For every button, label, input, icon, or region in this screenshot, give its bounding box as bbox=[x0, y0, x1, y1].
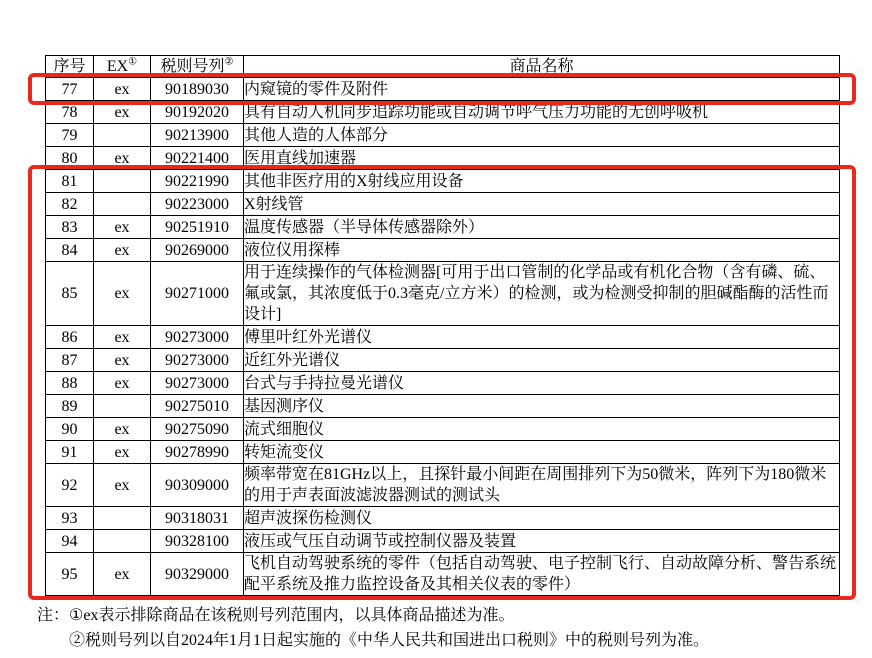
cell-code: 90273000 bbox=[151, 372, 244, 395]
cell-serial: 87 bbox=[46, 349, 94, 372]
cell-name: 具有自动人机同步追踪功能或自动调节呼气压力功能的无创呼吸机 bbox=[244, 101, 840, 124]
cell-code: 90329000 bbox=[151, 553, 244, 596]
cell-ex: ex bbox=[94, 553, 151, 596]
footnote-line-1: ①ex表示排除商品在该税则号列范围内，以具体商品描述为准。 bbox=[69, 607, 515, 624]
table-row bbox=[46, 147, 840, 170]
cell-serial: 95 bbox=[46, 553, 94, 596]
table-body bbox=[46, 78, 840, 596]
cell-code: 90223000 bbox=[151, 193, 244, 216]
cell-name: 用于连续操作的气体检测器[可用于出口管制的化学品或有机化合物（含有磷、硫、氟或氯，其浓度低于0.3毫克/立方米）的检测，或为检测受抑制的胆碱酯酶的活性而设计] bbox=[244, 262, 840, 326]
cell-serial: 91 bbox=[46, 441, 94, 464]
cell-serial: 94 bbox=[46, 530, 94, 553]
cell-code: 90251910 bbox=[151, 216, 244, 239]
tariff-table bbox=[45, 55, 840, 596]
cell-serial: 77 bbox=[46, 78, 94, 101]
cell-name: 温度传感器（半导体传感器除外） bbox=[244, 216, 840, 239]
cell-name: 液压或气压自动调节或控制仪器及装置 bbox=[244, 530, 840, 553]
cell-serial: 88 bbox=[46, 372, 94, 395]
notes-label: 注： bbox=[37, 607, 70, 624]
cell-ex: ex bbox=[94, 372, 151, 395]
table-row bbox=[46, 530, 840, 553]
cell-serial: 78 bbox=[46, 101, 94, 124]
cell-serial: 93 bbox=[46, 507, 94, 530]
table-row bbox=[46, 170, 840, 193]
cell-ex: ex bbox=[94, 349, 151, 372]
cell-ex bbox=[94, 124, 151, 147]
table-header-row bbox=[46, 56, 840, 78]
table-row bbox=[46, 395, 840, 418]
cell-ex bbox=[94, 507, 151, 530]
col-header-name: 商品名称 bbox=[244, 56, 840, 78]
col-header-ex: EX① bbox=[94, 56, 151, 78]
cell-serial: 85 bbox=[46, 262, 94, 326]
cell-serial: 83 bbox=[46, 216, 94, 239]
cell-serial: 89 bbox=[46, 395, 94, 418]
cell-name: 近红外光谱仪 bbox=[244, 349, 840, 372]
cell-serial: 84 bbox=[46, 239, 94, 262]
cell-name: 频率带宽在81GHz以上，且探针最小间距在周围排列下为50微米，阵列下为180微米的用于声表面波滤波器测试的测试头 bbox=[244, 464, 840, 507]
table-row bbox=[46, 507, 840, 530]
footnotes bbox=[37, 603, 709, 653]
table-row bbox=[46, 418, 840, 441]
table-row bbox=[46, 216, 840, 239]
col-header-no: 序号 bbox=[46, 56, 94, 78]
col-header-code-superscript: ② bbox=[224, 56, 234, 68]
cell-serial: 79 bbox=[46, 124, 94, 147]
cell-ex: ex bbox=[94, 216, 151, 239]
cell-code: 90328100 bbox=[151, 530, 244, 553]
table-row bbox=[46, 464, 840, 507]
cell-ex: ex bbox=[94, 101, 151, 124]
table-row bbox=[46, 441, 840, 464]
cell-ex: ex bbox=[94, 78, 151, 101]
cell-serial: 80 bbox=[46, 147, 94, 170]
cell-code: 90275090 bbox=[151, 418, 244, 441]
cell-code: 90273000 bbox=[151, 349, 244, 372]
cell-name: 飞机自动驾驶系统的零件（包括自动驾驶、电子控制飞行、自动故障分析、警告系统配平系统及推力监控设备及其相关仪表的零件） bbox=[244, 553, 840, 596]
cell-ex: ex bbox=[94, 262, 151, 326]
cell-code: 90213900 bbox=[151, 124, 244, 147]
cell-ex: ex bbox=[94, 418, 151, 441]
cell-code: 90221990 bbox=[151, 170, 244, 193]
cell-code: 90275010 bbox=[151, 395, 244, 418]
table-row bbox=[46, 193, 840, 216]
cell-name: 转矩流变仪 bbox=[244, 441, 840, 464]
cell-serial: 92 bbox=[46, 464, 94, 507]
cell-code: 90189030 bbox=[151, 78, 244, 101]
cell-name: 流式细胞仪 bbox=[244, 418, 840, 441]
cell-code: 90269000 bbox=[151, 239, 244, 262]
cell-serial: 82 bbox=[46, 193, 94, 216]
cell-ex bbox=[94, 193, 151, 216]
cell-ex: ex bbox=[94, 326, 151, 349]
cell-serial: 86 bbox=[46, 326, 94, 349]
cell-code: 90318031 bbox=[151, 507, 244, 530]
cell-ex: ex bbox=[94, 239, 151, 262]
table-row bbox=[46, 239, 840, 262]
cell-code: 90221400 bbox=[151, 147, 244, 170]
cell-name: X射线管 bbox=[244, 193, 840, 216]
col-header-code: 税则号列② bbox=[151, 56, 244, 78]
notes-lines bbox=[69, 603, 709, 653]
table-row bbox=[46, 101, 840, 124]
cell-name: 医用直线加速器 bbox=[244, 147, 840, 170]
table-row bbox=[46, 124, 840, 147]
cell-code: 90273000 bbox=[151, 326, 244, 349]
cell-ex bbox=[94, 530, 151, 553]
table-row bbox=[46, 553, 840, 596]
cell-code: 90309000 bbox=[151, 464, 244, 507]
cell-code: 90278990 bbox=[151, 441, 244, 464]
cell-ex: ex bbox=[94, 441, 151, 464]
table-row bbox=[46, 372, 840, 395]
cell-name: 其他非医疗用的X射线应用设备 bbox=[244, 170, 840, 193]
cell-serial: 81 bbox=[46, 170, 94, 193]
cell-name: 傅里叶红外光谱仪 bbox=[244, 326, 840, 349]
table-row bbox=[46, 326, 840, 349]
table-row bbox=[46, 349, 840, 372]
col-header-ex-superscript: ① bbox=[128, 56, 138, 68]
table-row bbox=[46, 262, 840, 326]
cell-name: 超声波探伤检测仪 bbox=[244, 507, 840, 530]
cell-name: 液位仪用探棒 bbox=[244, 239, 840, 262]
cell-ex bbox=[94, 395, 151, 418]
cell-name: 其他人造的人体部分 bbox=[244, 124, 840, 147]
cell-name: 基因测序仪 bbox=[244, 395, 840, 418]
cell-ex: ex bbox=[94, 147, 151, 170]
cell-name: 台式与手持拉曼光谱仪 bbox=[244, 372, 840, 395]
cell-ex: ex bbox=[94, 464, 151, 507]
cell-ex bbox=[94, 170, 151, 193]
cell-serial: 90 bbox=[46, 418, 94, 441]
cell-name: 内窥镜的零件及附件 bbox=[244, 78, 840, 101]
table-row bbox=[46, 78, 840, 101]
footnote-line-2: ②税则号列以自2024年1月1日起实施的《中华人民共和国进出口税则》中的税则号列为准。 bbox=[69, 632, 710, 649]
cell-code: 90271000 bbox=[151, 262, 244, 326]
cell-code: 90192020 bbox=[151, 101, 244, 124]
